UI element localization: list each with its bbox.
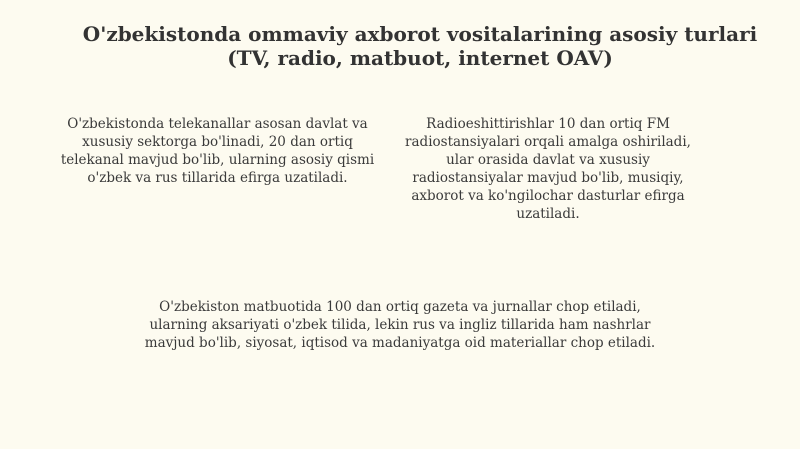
press-paragraph: O'zbekiston matbuotida 100 dan ortiq gazeta va jurnallar chop etiladi, ularning aksariyati o'zbek tilida, lekin rus va ingliz tillarida ham nashrlar mavjud bo'lib, siyosat, iqtisod va madaniyatga oid materiallar chop etiladi. (144, 299, 656, 351)
slide-title: O'zbekistonda ommaviy axborot vositalarining asosiy turlari (TV, radio, matbuot, internet OAV) (82, 22, 758, 70)
tv-paragraph: O'zbekistonda telekanallar asosan davlat va xususiy sektorga bo'linadi, 20 dan ortiq telekanal mavjud bo'lib, ularning asosiy qismi o'zbek va rus tillarida efirga uzatiladi. (60, 116, 375, 186)
radio-paragraph: Radioeshittirishlar 10 dan ortiq FM radiostansiyalari orqali amalga oshiriladi, ular orasida davlat va xususiy radiostansiyalar mavjud bo'lib, musiqiy, axborot va ko'ngilochar dasturlar efirga uzatiladi. (405, 116, 691, 222)
